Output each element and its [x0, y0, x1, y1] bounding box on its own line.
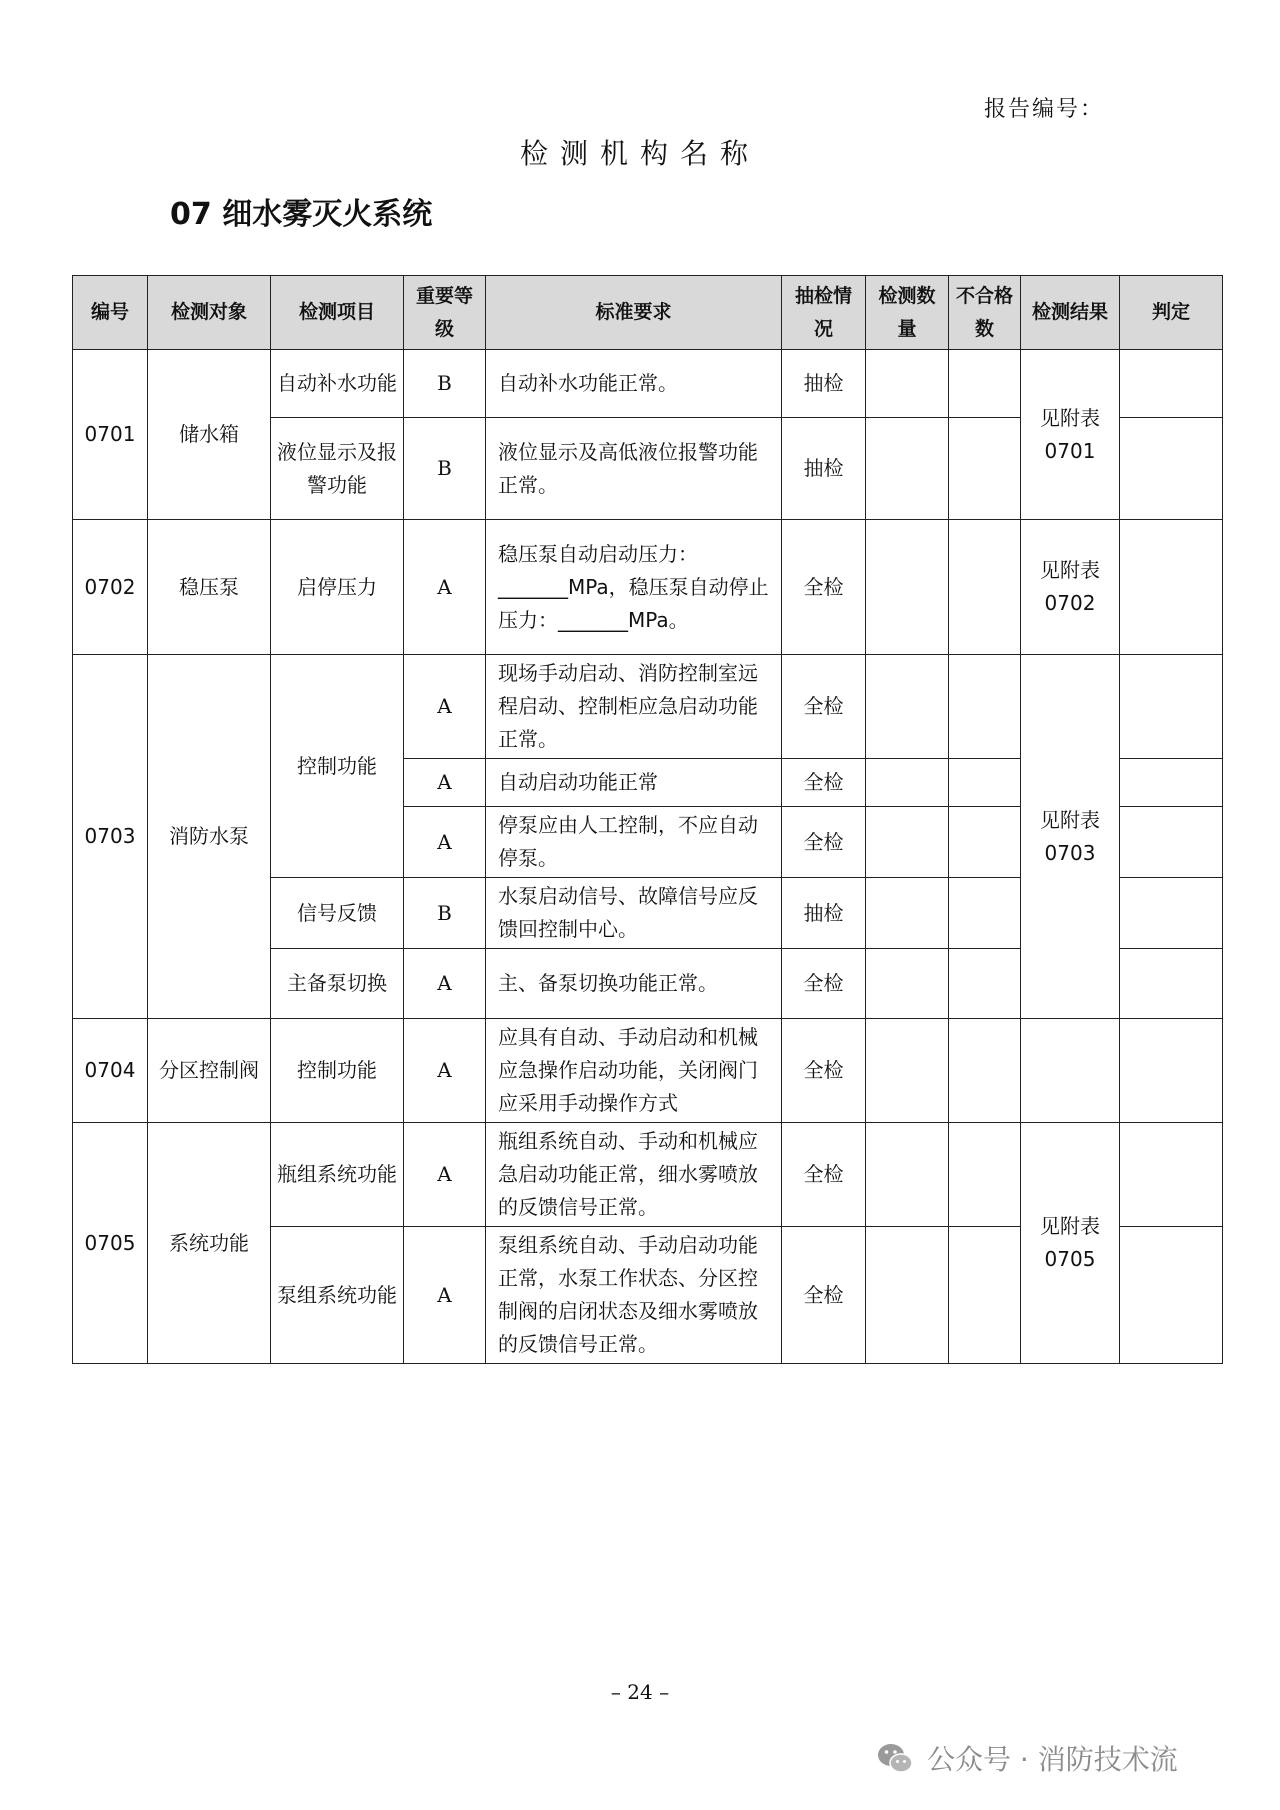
row-sampling: 抽检 [782, 418, 866, 520]
row-result: 见附表0702 [1021, 520, 1120, 655]
row-requirement: 稳压泵自动启动压力：_______MPa，稳压泵自动停止压力：_______MPa。 [486, 520, 782, 655]
row-item: 液位显示及报警功能 [271, 418, 404, 520]
row-sampling: 全检 [782, 520, 866, 655]
row-object: 分区控制阀 [148, 1019, 271, 1123]
row-result: 见附表0703 [1021, 655, 1120, 1019]
row-quantity[interactable] [866, 878, 949, 949]
row-judgement[interactable] [1120, 759, 1223, 807]
row-sampling: 全检 [782, 807, 866, 878]
row-grade: B [404, 418, 486, 520]
row-no: 0702 [73, 520, 148, 655]
row-item: 瓶组系统功能 [271, 1123, 404, 1227]
row-fail-count[interactable] [949, 350, 1021, 418]
row-judgement[interactable] [1120, 807, 1223, 878]
row-requirement: 泵组系统自动、手动启动功能正常，水泵工作状态、分区控制阀的启闭状态及细水雾喷放的反馈信号正常。 [486, 1227, 782, 1364]
row-grade: B [404, 350, 486, 418]
row-requirement: 现场手动启动、消防控制室远程启动、控制柜应急启动功能正常。 [486, 655, 782, 759]
row-judgement[interactable] [1120, 655, 1223, 759]
row-object: 系统功能 [148, 1123, 271, 1364]
row-quantity[interactable] [866, 418, 949, 520]
row-object: 稳压泵 [148, 520, 271, 655]
header-item: 检测项目 [271, 276, 404, 350]
organization-name: 检测机构名称 [519, 137, 760, 170]
row-judgement[interactable] [1120, 1019, 1223, 1123]
row-grade: A [404, 1019, 486, 1123]
header-requirement: 标准要求 [486, 276, 782, 350]
row-sampling: 全检 [782, 949, 866, 1019]
row-fail-count[interactable] [949, 655, 1021, 759]
row-quantity[interactable] [866, 759, 949, 807]
row-result: 见附表0705 [1021, 1123, 1120, 1364]
inspection-table [72, 275, 1223, 1364]
row-item: 泵组系统功能 [271, 1227, 404, 1364]
row-grade: A [404, 759, 486, 807]
row-item: 自动补水功能 [271, 350, 404, 418]
wechat-icon [875, 1738, 915, 1778]
row-judgement[interactable] [1120, 1227, 1223, 1364]
row-grade: A [404, 520, 486, 655]
row-result [1021, 1019, 1120, 1123]
row-no: 0701 [73, 350, 148, 520]
row-quantity[interactable] [866, 1019, 949, 1123]
row-fail-count[interactable] [949, 520, 1021, 655]
row-item: 控制功能 [271, 655, 404, 878]
row-judgement[interactable] [1120, 350, 1223, 418]
row-no: 0703 [73, 655, 148, 1019]
row-item: 启停压力 [271, 520, 404, 655]
row-grade: A [404, 655, 486, 759]
row-grade: B [404, 878, 486, 949]
row-no: 0704 [73, 1019, 148, 1123]
row-fail-count[interactable] [949, 418, 1021, 520]
row-fail-count[interactable] [949, 949, 1021, 1019]
row-fail-count[interactable] [949, 759, 1021, 807]
row-quantity[interactable] [866, 1227, 949, 1364]
row-fail-count[interactable] [949, 1123, 1021, 1227]
row-requirement: 自动启动功能正常 [486, 759, 782, 807]
header-row [73, 276, 1223, 350]
row-grade: A [404, 807, 486, 878]
header-fail-count: 不合格数 [949, 276, 1021, 350]
row-requirement: 应具有自动、手动启动和机械应急操作启动功能，关闭阀门应采用手动操作方式 [486, 1019, 782, 1123]
row-grade: A [404, 949, 486, 1019]
header-no: 编号 [73, 276, 148, 350]
row-object: 储水箱 [148, 350, 271, 520]
row-sampling: 全检 [782, 1227, 866, 1364]
row-item: 主备泵切换 [271, 949, 404, 1019]
row-judgement[interactable] [1120, 949, 1223, 1019]
row-quantity[interactable] [866, 1123, 949, 1227]
row-grade: A [404, 1123, 486, 1227]
row-requirement: 液位显示及高低液位报警功能正常。 [486, 418, 782, 520]
section-title: 07 细水雾灭火系统 [170, 197, 433, 232]
table-row [73, 520, 1223, 655]
row-quantity[interactable] [866, 655, 949, 759]
header-quantity: 检测数量 [866, 276, 949, 350]
row-requirement: 水泵启动信号、故障信号应反馈回控制中心。 [486, 878, 782, 949]
row-sampling: 抽检 [782, 878, 866, 949]
wechat-watermark [875, 1738, 1178, 1778]
row-requirement: 主、备泵切换功能正常。 [486, 949, 782, 1019]
row-fail-count[interactable] [949, 1227, 1021, 1364]
row-result: 见附表0701 [1021, 350, 1120, 520]
row-quantity[interactable] [866, 350, 949, 418]
row-no: 0705 [73, 1123, 148, 1364]
row-sampling: 全检 [782, 1019, 866, 1123]
row-judgement[interactable] [1120, 1123, 1223, 1227]
table-row [73, 1123, 1223, 1227]
row-requirement: 瓶组系统自动、手动和机械应急启动功能正常，细水雾喷放的反馈信号正常。 [486, 1123, 782, 1227]
header-object: 检测对象 [148, 276, 271, 350]
row-quantity[interactable] [866, 807, 949, 878]
report-number-label: 报告编号： [984, 97, 1105, 122]
row-sampling: 全检 [782, 759, 866, 807]
row-sampling: 抽检 [782, 350, 866, 418]
row-sampling: 全检 [782, 655, 866, 759]
row-object: 消防水泵 [148, 655, 271, 1019]
watermark-text: 公众号 · 消防技术流 [927, 1743, 1178, 1776]
row-item: 信号反馈 [271, 878, 404, 949]
row-fail-count[interactable] [949, 1019, 1021, 1123]
row-fail-count[interactable] [949, 807, 1021, 878]
row-requirement: 停泵应由人工控制，不应自动停泵。 [486, 807, 782, 878]
row-judgement[interactable] [1120, 520, 1223, 655]
row-judgement[interactable] [1120, 878, 1223, 949]
row-grade: A [404, 1227, 486, 1364]
table-row [73, 350, 1223, 418]
row-sampling: 全检 [782, 1123, 866, 1227]
table-row [73, 655, 1223, 759]
header-grade: 重要等级 [404, 276, 486, 350]
row-quantity[interactable] [866, 949, 949, 1019]
row-quantity[interactable] [866, 520, 949, 655]
page-number: – 24 – [610, 1680, 670, 1704]
header-sampling: 抽检情况 [782, 276, 866, 350]
row-item: 控制功能 [271, 1019, 404, 1123]
header-result: 检测结果 [1021, 276, 1120, 350]
header-judgement: 判定 [1120, 276, 1223, 350]
row-requirement: 自动补水功能正常。 [486, 350, 782, 418]
row-fail-count[interactable] [949, 878, 1021, 949]
table-row [73, 1019, 1223, 1123]
row-judgement[interactable] [1120, 418, 1223, 520]
